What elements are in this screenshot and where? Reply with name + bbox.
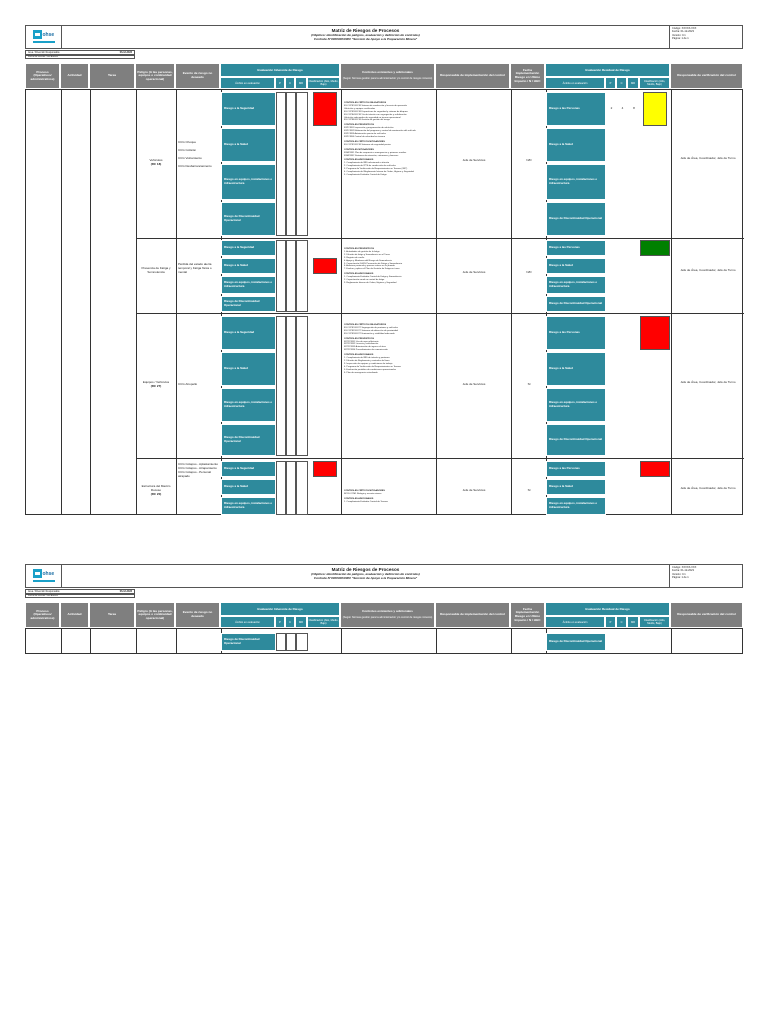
row1-risk-seguridad: Riesgo a la Seguridad — [221, 92, 276, 126]
row2-res-clasif-bajo — [640, 240, 670, 256]
header-ambito: Ámbito en evaluación — [220, 616, 275, 628]
header-controles-label: Controles existentes y adicionales — [362, 609, 413, 614]
row2-risk-equipos: Riesgo en equipos, instalaciones e infraestructura — [221, 276, 276, 294]
meta-code: Código: XXXXX-XXX — [672, 566, 697, 569]
row2-clasif-alto — [313, 258, 337, 274]
header-peligro: Peligro (A las personas, equipos o continuidad operacional) — [135, 63, 175, 89]
row1-res-clasif-medio — [643, 92, 667, 126]
row3-resp-impl: Jefe de Servicios — [462, 382, 486, 386]
matrix-body — [25, 89, 743, 515]
row4-c-inh — [286, 461, 296, 515]
row1-evento: CCG Colisión — [178, 148, 197, 152]
row4-risk-salud: Riesgo a la Salud — [221, 479, 276, 495]
row1-fecha: N/D — [526, 158, 532, 162]
header-evento: Evento de riesgo no deseado — [175, 602, 220, 628]
page2-p-inh — [276, 633, 286, 651]
header-controles — [340, 63, 435, 89]
header-clasif-res: Clasificación (Alto, Medio, Bajo) — [639, 77, 670, 89]
row2-controls: CONTROLES PREVENTIVOS 1. Actividades de gestión de la fatiga 2. Difusión de fatiga y Somnolencia en el Turno 3. Registro de sueño 4. Apoyo y Monitoreo del Riesgo de Somnolencia 5. Capacitación GGFS Prevención de Fatiga y Somnolencia 6. Autorizar protocolo y pausas activas en la jornada 7. Evaluar y aplicar el Plan de Gestión de Fatiga en turno CONTROLES ADICIONALES 1. Cumplimiento Estándar Control de Fatiga y Somnolencia 2. Capacitación anual en control de fatiga 3. Reglamento Interno de Orden, Higiene y Seguridad — [344, 248, 403, 284]
title-cell-2 — [62, 565, 670, 587]
header-p-res: P — [605, 616, 616, 628]
header-resp-impl: Responsable de implementación del control — [435, 602, 510, 628]
document-title: Matriz de Riesgos de Procesos — [331, 567, 400, 572]
row3-risk-equipos: Riesgo en equipos, instalaciones e infraestructura — [221, 388, 276, 422]
row3-peligro-code: (RC 27) — [150, 384, 162, 388]
header-mr-res: MR — [627, 77, 639, 89]
title-block-2 — [25, 564, 743, 588]
header-peligro: Peligro (A las personas, equipos o continuidad operacional) — [135, 602, 175, 628]
meta-version: Versión: 0.1 — [672, 572, 686, 576]
header-c: C — [285, 77, 295, 89]
row2-risk-seguridad: Riesgo a la Seguridad — [221, 240, 276, 256]
row4-evento: CCG Colapso - Aplastamiento — [178, 462, 219, 466]
row4-evento: CCG Colapso - Atrapamiento — [178, 466, 217, 470]
header-tarea: Tarea — [89, 63, 135, 89]
document-page-2 — [25, 564, 743, 654]
company-logo-icon — [33, 29, 55, 45]
header-controles-label: Controles existentes y adicionales — [362, 70, 413, 75]
meta-date: Fecha: 01-12-2023 — [672, 569, 694, 573]
meta-page: Página: 1 de 1 — [672, 36, 689, 40]
row2-fecha: N/D — [526, 270, 532, 274]
row3-fecha: SI — [527, 382, 531, 386]
row2-peligro: Presencia de Fatiga y Somnolencia — [141, 266, 171, 274]
header-p-res: P — [605, 77, 616, 89]
document-subtitle-1: (Objetivo: identificación de peligros, evaluación y definición de controles) — [311, 572, 420, 576]
header-mr: MR — [295, 77, 307, 89]
row1-evento: CCG Desbarrancamiento — [178, 164, 212, 168]
row3-mr-inh — [296, 316, 308, 456]
document-subtitle-1: (Objetivo: identificación de peligros, evaluación y definición de controles) — [311, 33, 420, 37]
header-p: P — [275, 77, 285, 89]
row1-resp-impl: Jefe de Servicios — [462, 158, 486, 162]
row2-c-inh — [286, 240, 296, 312]
page2-risk-continuidad: Riesgo de Discontinuidad Operacional — [221, 633, 276, 651]
page2-mr-inh — [296, 633, 308, 651]
document-title: Matriz de Riesgos de Procesos — [331, 28, 400, 33]
meta-date: Fecha: 01-12-2023 — [672, 30, 694, 34]
row4-controls: CONTROLES CRÍTICOS MITIGADORES RC20.CCM1 Refugio y rescate minero CONTROLES ADICIONALES 1. Cumplimiento Estándar Control de Terreno — [344, 490, 388, 503]
row3-evento: CCG Atropello — [178, 382, 198, 386]
info-bar-sub-2: Fecha de revisión / ver Anexos — [25, 594, 135, 598]
row1-res-risk-equipos: Riesgo en equipos, instalaciones e infraestructura — [546, 164, 606, 200]
row3-res-clasif-alto — [640, 316, 670, 350]
row3-resp-verif: Jefe de Área, Coordinador, Jefe de Turno — [680, 380, 736, 384]
row3-risk-continuidad: Riesgo de Discontinuidad Operacional — [221, 424, 276, 456]
row1-eventos — [178, 140, 220, 168]
row4-risk-seguridad: Riesgo a la Seguridad — [221, 461, 276, 477]
document-subtitle-2: Contrato N°0000000/0000 "Servicio de Apoyo a la Preparación Minera" — [313, 37, 418, 41]
row2-res-risk-continuidad: Riesgo de Discontinuidad Operacional — [546, 296, 606, 312]
row2-res-risk-salud: Riesgo a la Salud — [546, 258, 606, 274]
row3-res-risk-salud: Riesgo a la Salud — [546, 352, 606, 386]
row2-mr-inh — [296, 240, 308, 312]
row1-p-inh — [276, 92, 286, 236]
row3-res-risk-continuidad: Riesgo de Discontinuidad Operacional — [546, 424, 606, 456]
row1-c-inh — [286, 92, 296, 236]
row2-risk-salud: Riesgo a la Salud — [221, 258, 276, 274]
row1-risk-continuidad: Riesgo de Discontinuidad Operacional — [221, 202, 276, 236]
header-eval-residual: Evaluación Residual de Riesgo — [545, 63, 670, 77]
row1-evento: CCG Volcamiento — [178, 156, 202, 160]
document-meta-2 — [670, 565, 742, 587]
row4-mr-inh — [296, 461, 308, 515]
row3-risk-salud: Riesgo a la Salud — [221, 352, 276, 386]
header-p: P — [275, 616, 285, 628]
meta-code: Código: XXXXX-XXX — [672, 27, 697, 30]
row1-clasif-alto — [313, 92, 337, 126]
header-clasif: Clasificación (Alto, Medio, Bajo) — [307, 616, 340, 628]
header-c: C — [285, 616, 295, 628]
row2-res-risk-personas: Riesgo a las Personas — [546, 240, 606, 256]
header-clasif-res: Clasificación (Alto, Medio, Bajo) — [639, 616, 670, 628]
header-fecha: Fecha Implementación Riesgo en Ultimo Impacto / N / HHC — [510, 602, 545, 628]
row3-res-risk-personas: Riesgo a las Personas — [546, 316, 606, 350]
row2-resp-verif: Jefe de Área, Coordinador, Jefe de Turno — [680, 268, 736, 272]
row4-res-risk-personas: Riesgo a las Personas — [546, 461, 606, 477]
row2-risk-continuidad: Riesgo de Discontinuidad Operacional — [221, 296, 276, 312]
header-resp-impl: Responsable de implementación del control — [435, 63, 510, 89]
info-date: 06-12-2023 — [119, 590, 132, 593]
row4-res-risk-equipos: Riesgo en equipos, instalaciones e infraestructura — [546, 497, 606, 515]
header-ambito: Ámbito en evaluación — [220, 77, 275, 89]
title-block — [25, 25, 743, 49]
title-cell — [62, 26, 670, 48]
header-controles-sub: (Según Normas gestión para la administración y/o control de riesgos mineros) — [342, 616, 433, 619]
row4-eventos — [178, 462, 220, 478]
logo-text: ohse — [42, 571, 55, 577]
header-fecha: Fecha Implementación Riesgo en Ultimo Impacto / N / HHC — [510, 63, 545, 89]
header-eval-residual: Evaluación Residual de Riesgo — [545, 602, 670, 616]
row4-risk-equipos: Riesgo en equipos, instalaciones e infraestructura — [221, 497, 276, 515]
header-controles-sub: (Según Normas gestión para la administración y/o control de riesgos mineros) — [342, 77, 433, 80]
info-label: Área / Dirección Responsable — [28, 590, 60, 593]
header-evento: Evento de riesgo no deseado — [175, 63, 220, 89]
row3-p-inh — [276, 316, 286, 456]
row1-resp-verif: Jefe de Área, Coordinador, Jefe de Turno — [680, 156, 736, 160]
row4-peligro-code: (RC 20) — [150, 492, 162, 496]
page2-res-risk-continuidad: Riesgo de Discontinuidad Operacional — [546, 633, 606, 651]
header-tarea: Tarea — [89, 602, 135, 628]
row4-resp-impl: Jefe de Servicios — [462, 488, 486, 492]
logo-text: ohse — [42, 32, 55, 38]
header-resp-verif: Responsable de verificación del control — [670, 63, 743, 89]
row1-res-mr: 8 — [633, 106, 635, 110]
row1-mr-inh — [296, 92, 308, 236]
header-c-res: C — [616, 77, 627, 89]
row4-resp-verif: Jefe de Área, Coordinador, Jefe de Turno — [680, 486, 736, 490]
header-ambito-res: Ámbito en evaluación — [545, 77, 605, 89]
row1-risk-equipos: Riesgo en equipos, instalaciones e infraestructura — [221, 164, 276, 200]
row1-evento: CCG Choque — [178, 140, 197, 144]
info-label: Área / Dirección Responsable — [28, 51, 60, 54]
row2-p-inh — [276, 240, 286, 312]
row1-res-risk-personas: Riesgo a las Personas — [546, 92, 606, 126]
header-actividad: Actividad — [60, 602, 89, 628]
company-logo-icon — [33, 568, 55, 584]
matrix-body-2 — [25, 628, 743, 654]
row3-controls: CONTROLES CRÍTICOS OBLIGATORIOS B1.CCPR1.RC27 Segregación de peatones y vehículos B1.CCPR2.RC27 Sistemas de detección de proximidad B1.CCPR3.RC27 Iluminación y visibilidad adecuada CONTROLES PREVENTIVOS R27PCFR1 Uso de ropa reflectante R27PCFR2 Licencia y señalización R27PCFR3 Autorización de ingreso al área R27PCFR4 Procedimientos de comunicación CONTROLES ADICIONALES 1. Cumplimiento del RIS de tránsito y peatones 2. Difusión de Reglamento y controles del área 3. Inspección de equipos y condiciones de trabajo 4. Programa de Verificación de Requerimientos en Terreno 5. Evaluación periódica de condiciones operacionales 6. Plan de emergencia actualizado — [344, 324, 401, 374]
info-bar-sub: Fecha de revisión / ver Anexos — [25, 55, 135, 59]
meta-version: Versión: 0.1 — [672, 33, 686, 37]
document-page-1 — [25, 25, 743, 515]
row4-res-risk-salud: Riesgo a la Salud — [546, 479, 606, 495]
row1-controls: CONTROLES CRÍTICOS OBLIGATORIOS B1.CCPR1.RC18 Sistema de conducción y licencia de operación Vehículos y equipos certificados B1.CCPR3.RC18 Dispositivos de seguridad y sistema de bloqueo B1.CCPR4.RC18 Vía de tránsito con segregación y señalización Vehículos adecuados de seguridad en terreno operacional B1.CCPR6.RC18 Gestión de gestión del riesgo CONTROLES PREVENTIVOS R1PCFR1 Inspección y programación de vehículos R1PCFR2 Elaboración del programa y control de mantención del vehículo R1PCFR3 Autorización previa de vehículos R1PCFR4 Control de velocidad en terreno CONTROLES CRÍTICOS MITIGADORES B1.CCPR1.RC18 Sistemas de seguridad pasiva CONTROLES MITIGADORES R1MCFR1 Plan de respuesta a emergencias y primeros auxilios R1MCFR2 Sistemas de retención, cinturones y barreras CONTROLES ADICIONALES 1. Cumplimiento del RIS relacionado a tránsito 2. Cumplimiento del PTS de conducción de vehículos 3. Programa de Verificación de Requerimientos en Terreno (VRT) 4. Cumplimiento del Reglamento Interno de Orden, Higiene y Seguridad 5. Cumplimiento Estándar Control de Fatiga — [344, 102, 416, 176]
meta-page: Página: 1 de 1 — [672, 575, 689, 579]
row1-res-c: 4 — [621, 106, 624, 110]
header-proceso: Proceso (Operativos/ administrativos) — [25, 63, 60, 89]
row4-evento: CCG Colapso - Personal atrapado — [178, 470, 212, 478]
header-mr: MR — [295, 616, 307, 628]
row1-res-p: 2 — [610, 106, 613, 110]
row3-peligro-label: Equipos / Vehículos — [142, 380, 170, 384]
header-proceso: Proceso (Operativos/ administrativos) — [25, 602, 60, 628]
row4-clasif-alto — [313, 461, 337, 477]
header-resp-verif: Responsable de verificación del control — [670, 602, 743, 628]
row4-peligro-label: Estructura del Macizo Rocoso — [141, 484, 171, 492]
row1-peligro — [138, 158, 174, 166]
row3-res-risk-equipos: Riesgo en equipos, instalaciones e infraestructura — [546, 388, 606, 422]
row3-c-inh — [286, 316, 296, 456]
header-eval-inherente: Evaluación Inherente de Riesgo — [220, 602, 340, 616]
row1-risk-salud: Riesgo a la Salud — [221, 128, 276, 162]
row2-resp-impl: Jefe de Servicios — [462, 270, 486, 274]
header-eval-inherente: Evaluación Inherente de Riesgo — [220, 63, 340, 77]
header-clasif: Clasificación (Alto, Medio, Bajo) — [307, 77, 340, 89]
row3-peligro — [137, 380, 175, 388]
page2-c-inh — [286, 633, 296, 651]
row4-peligro — [137, 484, 175, 496]
header-actividad: Actividad — [60, 63, 89, 89]
row1-res-risk-salud: Riesgo a la Salud — [546, 128, 606, 162]
header-controles — [340, 602, 435, 628]
header-ambito-res: Ámbito en evaluación — [545, 616, 605, 628]
row4-fecha: SI — [527, 488, 531, 492]
row4-res-clasif-alto — [640, 461, 670, 477]
header-mr-res: MR — [627, 616, 639, 628]
row2-res-risk-equipos: Riesgo en equipos, instalaciones e infraestructura — [546, 276, 606, 294]
header-c-res: C — [616, 616, 627, 628]
info-date: 06-12-2023 — [119, 51, 132, 54]
row1-res-risk-continuidad: Riesgo de Discontinuidad Operacional — [546, 202, 606, 236]
row3-risk-seguridad: Riesgo a la Seguridad — [221, 316, 276, 350]
logo — [26, 26, 62, 48]
document-subtitle-2: Contrato N°0000000/0000 "Servicio de Apoyo a la Preparación Minera" — [313, 576, 418, 580]
row4-p-inh — [276, 461, 286, 515]
row1-peligro-code: (RC 18) — [150, 162, 162, 166]
logo-2 — [26, 565, 62, 587]
row1-peligro-label: Vehículos — [149, 158, 163, 162]
row2-evento: Pérdida del estado alerta temporal y Fatiga física o mental — [178, 262, 212, 274]
document-meta — [670, 26, 742, 48]
